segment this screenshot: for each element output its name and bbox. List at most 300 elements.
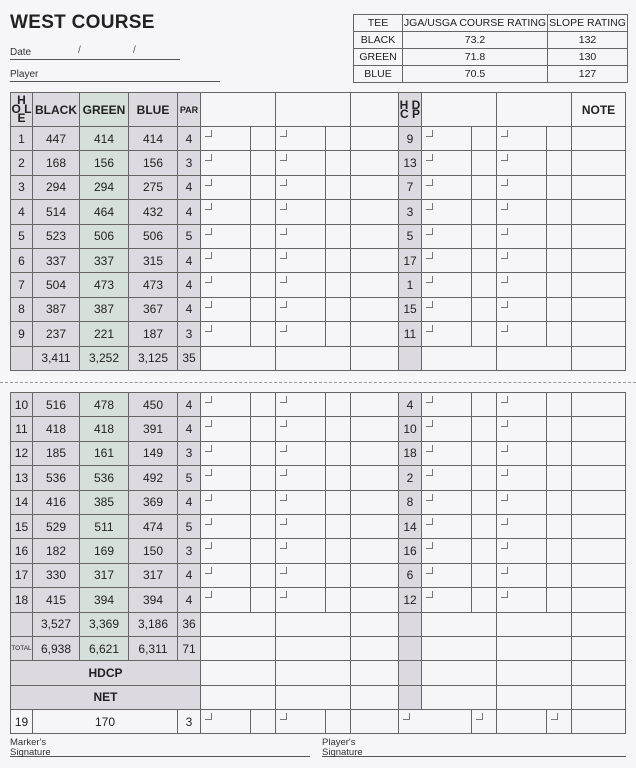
putt-cell[interactable] — [547, 200, 572, 224]
putt-cell[interactable] — [547, 490, 572, 514]
putt-cell[interactable] — [326, 588, 351, 612]
blue-yardage: 474 — [129, 514, 178, 538]
putt-cell[interactable] — [251, 297, 276, 321]
putt-cell[interactable] — [547, 297, 572, 321]
note-cell[interactable] — [572, 151, 626, 175]
putt-cell[interactable] — [326, 224, 351, 248]
note-cell[interactable] — [572, 710, 626, 734]
score-cell[interactable] — [351, 322, 399, 346]
course-rating: 71.8 — [403, 49, 548, 66]
note-cell[interactable] — [572, 685, 626, 709]
score-cell[interactable] — [351, 514, 399, 538]
score-cell[interactable] — [422, 490, 472, 514]
putt-cell[interactable] — [472, 417, 497, 441]
note-cell[interactable] — [572, 563, 626, 587]
back-total-black: 3,527 — [33, 612, 80, 636]
score-cell[interactable] — [497, 685, 572, 709]
score-cell[interactable] — [351, 297, 399, 321]
score-cell[interactable] — [497, 417, 547, 441]
putt-cell[interactable] — [326, 563, 351, 587]
note-cell[interactable] — [572, 248, 626, 272]
putt-cell[interactable] — [326, 466, 351, 490]
score-cell[interactable] — [422, 151, 472, 175]
score-cell[interactable] — [497, 273, 547, 297]
putt-cell[interactable] — [326, 297, 351, 321]
note-cell[interactable] — [572, 588, 626, 612]
score-cell[interactable] — [497, 151, 547, 175]
score-cell[interactable] — [351, 200, 399, 224]
putt-cell[interactable] — [326, 127, 351, 151]
hole-number: 7 — [11, 273, 33, 297]
putt-cell[interactable] — [472, 322, 497, 346]
hole-row — [11, 563, 626, 587]
blue-yardage: 275 — [129, 175, 178, 199]
putt-cell[interactable] — [251, 466, 276, 490]
score-cell[interactable] — [276, 539, 326, 563]
score-cell[interactable] — [276, 514, 326, 538]
score-cell[interactable] — [497, 346, 572, 370]
score-cell[interactable] — [422, 393, 472, 417]
score-cell[interactable] — [422, 514, 472, 538]
putt-cell[interactable] — [326, 710, 351, 734]
putt-cell[interactable] — [326, 273, 351, 297]
note-cell[interactable] — [572, 514, 626, 538]
score-cell[interactable] — [201, 514, 251, 538]
score-cell[interactable] — [351, 661, 399, 685]
score-cell[interactable] — [497, 466, 547, 490]
player-field[interactable] — [10, 81, 220, 82]
tee-name: GREEN — [354, 49, 403, 66]
score-cell[interactable] — [201, 322, 251, 346]
putt-cell[interactable] — [472, 248, 497, 272]
score-cell[interactable] — [201, 273, 251, 297]
putt-cell[interactable] — [472, 514, 497, 538]
score-cell[interactable] — [422, 441, 472, 465]
putt-cell[interactable] — [251, 224, 276, 248]
note-cell[interactable] — [572, 322, 626, 346]
score-cell[interactable] — [422, 297, 472, 321]
putt-cell[interactable] — [326, 175, 351, 199]
putt-cell[interactable] — [472, 127, 497, 151]
score-cell[interactable] — [276, 466, 326, 490]
putt-cell[interactable] — [547, 563, 572, 587]
putt-cell[interactable] — [472, 297, 497, 321]
blue-yardage: 315 — [129, 248, 178, 272]
par-header: PAR — [178, 93, 201, 127]
score-cell[interactable] — [497, 490, 547, 514]
score-cell[interactable] — [497, 441, 547, 465]
score-cell[interactable] — [351, 588, 399, 612]
note-cell[interactable] — [572, 224, 626, 248]
score-cell[interactable] — [351, 563, 399, 587]
putt-cell[interactable] — [547, 539, 572, 563]
score-cell[interactable] — [201, 685, 276, 709]
score-cell[interactable] — [422, 417, 472, 441]
score-cell[interactable] — [351, 466, 399, 490]
putt-cell[interactable] — [472, 393, 497, 417]
score-cell[interactable] — [351, 346, 399, 370]
score-cell[interactable] — [201, 200, 251, 224]
putt-cell[interactable] — [547, 441, 572, 465]
putt-cell[interactable] — [251, 490, 276, 514]
putt-cell[interactable] — [251, 175, 276, 199]
green-yardage: 414 — [80, 127, 129, 151]
score-cell[interactable] — [201, 661, 276, 685]
score-cell[interactable] — [351, 224, 399, 248]
putt-cell[interactable] — [251, 393, 276, 417]
putt-cell[interactable] — [251, 710, 276, 734]
putt-cell[interactable] — [547, 175, 572, 199]
hole-row — [11, 200, 626, 224]
score-cell[interactable] — [422, 563, 472, 587]
putt-cell[interactable] — [326, 490, 351, 514]
total-label: TOTAL — [11, 636, 33, 660]
putt-cell[interactable] — [326, 417, 351, 441]
score-cell[interactable] — [276, 661, 351, 685]
score-cell[interactable] — [201, 563, 251, 587]
black-yardage: 418 — [33, 417, 80, 441]
green-yardage: 156 — [80, 151, 129, 175]
score-cell[interactable] — [422, 588, 472, 612]
rating-header: SLOPE RATING — [548, 15, 628, 32]
score-cell[interactable] — [422, 539, 472, 563]
score-cell[interactable] — [201, 441, 251, 465]
score-cell[interactable] — [497, 612, 572, 636]
putt-cell[interactable] — [251, 417, 276, 441]
hole-number: 1 — [11, 127, 33, 151]
score-cell[interactable] — [276, 588, 326, 612]
front-total-row — [11, 346, 626, 370]
par-value: 5 — [178, 466, 201, 490]
putt-cell[interactable] — [326, 539, 351, 563]
score-cell[interactable] — [422, 248, 472, 272]
putt-cell[interactable] — [326, 514, 351, 538]
score-cell[interactable] — [422, 322, 472, 346]
putt-cell[interactable] — [326, 248, 351, 272]
black-yardage: 504 — [33, 273, 80, 297]
score-cell[interactable] — [276, 200, 326, 224]
putt-cell[interactable] — [326, 322, 351, 346]
putt-cell[interactable] — [251, 248, 276, 272]
hole-row — [11, 588, 626, 612]
score-cell[interactable] — [201, 297, 251, 321]
score-cell[interactable] — [497, 175, 547, 199]
putt-cell[interactable] — [472, 490, 497, 514]
putt-cell[interactable] — [251, 322, 276, 346]
score-cell[interactable] — [201, 539, 251, 563]
grand-total-row — [11, 636, 626, 660]
putt-cell[interactable] — [472, 563, 497, 587]
score-cell[interactable] — [472, 710, 497, 734]
score-cell[interactable] — [276, 417, 326, 441]
putt-cell[interactable] — [472, 224, 497, 248]
score-cell[interactable] — [497, 588, 547, 612]
green-yardage: 536 — [80, 466, 129, 490]
hole-row — [11, 417, 626, 441]
black-yardage: 514 — [33, 200, 80, 224]
score-cell[interactable] — [201, 588, 251, 612]
score-cell[interactable] — [201, 466, 251, 490]
score-cell[interactable] — [351, 636, 399, 660]
score-cell[interactable] — [201, 612, 276, 636]
note-cell[interactable] — [572, 661, 626, 685]
note-cell[interactable] — [572, 466, 626, 490]
score-cell[interactable] — [422, 685, 497, 709]
putt-cell[interactable] — [547, 248, 572, 272]
score-cell[interactable] — [351, 393, 399, 417]
note-cell[interactable] — [572, 175, 626, 199]
putt-cell[interactable] — [472, 539, 497, 563]
putt-cell[interactable] — [251, 151, 276, 175]
putt-cell[interactable] — [251, 441, 276, 465]
note-cell[interactable] — [572, 612, 626, 636]
green-yardage: 221 — [80, 322, 129, 346]
rating-row — [354, 66, 628, 83]
player-signature-label: Player's Signature — [322, 737, 363, 758]
putt-cell[interactable] — [497, 710, 547, 734]
putt-cell[interactable] — [251, 200, 276, 224]
black-yardage: 536 — [33, 466, 80, 490]
putt-cell[interactable] — [472, 273, 497, 297]
note-cell[interactable] — [572, 273, 626, 297]
back-total-par: 36 — [178, 612, 201, 636]
score-cell[interactable] — [547, 710, 572, 734]
note-cell[interactable] — [572, 441, 626, 465]
putt-cell[interactable] — [251, 588, 276, 612]
hdcp-value: 8 — [399, 490, 422, 514]
marker-signature-label: Marker's Signature — [10, 737, 51, 758]
hole-number: 10 — [11, 393, 33, 417]
putt-cell[interactable] — [547, 322, 572, 346]
course-rating: 73.2 — [403, 32, 548, 49]
putt-cell[interactable] — [251, 273, 276, 297]
green-yardage: 161 — [80, 441, 129, 465]
putt-cell[interactable] — [326, 393, 351, 417]
tee-name: BLACK — [354, 32, 403, 49]
par-value: 4 — [178, 417, 201, 441]
score-cell[interactable] — [422, 273, 472, 297]
hole-header: H O L E — [11, 93, 32, 125]
score-cell[interactable] — [201, 151, 251, 175]
front-total-green: 3,252 — [80, 346, 129, 370]
hole-number: 14 — [11, 490, 33, 514]
score-cell[interactable] — [276, 151, 326, 175]
date-separator: / — [133, 45, 136, 56]
score-cell[interactable] — [497, 563, 547, 587]
score-cell[interactable] — [276, 127, 326, 151]
score-cell[interactable] — [351, 248, 399, 272]
putt-cell[interactable] — [472, 200, 497, 224]
hole-row — [11, 514, 626, 538]
score-cell[interactable] — [422, 466, 472, 490]
note-cell[interactable] — [572, 417, 626, 441]
score-cell[interactable] — [351, 175, 399, 199]
score-cell[interactable] — [422, 636, 497, 660]
front-total-par: 35 — [178, 346, 201, 370]
putt-cell[interactable] — [251, 563, 276, 587]
extra-hole-par: 3 — [178, 710, 201, 734]
green-header: GREEN — [80, 93, 129, 127]
score-cell[interactable] — [201, 224, 251, 248]
note-cell[interactable] — [572, 127, 626, 151]
black-yardage: 182 — [33, 539, 80, 563]
note-cell[interactable] — [572, 636, 626, 660]
score-cell[interactable] — [351, 612, 399, 636]
date-field[interactable] — [10, 59, 180, 60]
putt-cell[interactable] — [326, 441, 351, 465]
putt-cell[interactable] — [251, 539, 276, 563]
putt-cell[interactable] — [472, 466, 497, 490]
putt-cell[interactable] — [547, 127, 572, 151]
front-nine-table — [10, 92, 626, 371]
blue-yardage: 187 — [129, 322, 178, 346]
score-cell[interactable] — [276, 563, 326, 587]
net-label: NET — [11, 685, 201, 709]
score-cell[interactable] — [276, 636, 351, 660]
score-cell[interactable] — [276, 710, 326, 734]
score-cell[interactable] — [201, 175, 251, 199]
score-cell[interactable] — [276, 224, 326, 248]
score-cell[interactable] — [351, 490, 399, 514]
black-yardage: 337 — [33, 248, 80, 272]
score-cell[interactable] — [497, 661, 572, 685]
black-yardage: 416 — [33, 490, 80, 514]
score-cell[interactable] — [201, 490, 251, 514]
score-cell[interactable] — [497, 200, 547, 224]
blue-yardage: 367 — [129, 297, 178, 321]
putt-cell[interactable] — [472, 151, 497, 175]
putt-cell[interactable] — [547, 514, 572, 538]
extra-hole-number: 19 — [11, 710, 33, 734]
putt-cell[interactable] — [326, 200, 351, 224]
putt-cell[interactable] — [547, 224, 572, 248]
blue-yardage: 414 — [129, 127, 178, 151]
putt-cell[interactable] — [251, 514, 276, 538]
score-cell[interactable] — [276, 612, 351, 636]
putt-cell[interactable] — [547, 393, 572, 417]
score-cell[interactable] — [351, 273, 399, 297]
putt-cell[interactable] — [547, 588, 572, 612]
score-cell[interactable] — [276, 248, 326, 272]
note-header: NOTE — [572, 93, 626, 127]
score-cell[interactable] — [351, 685, 399, 709]
score-cell[interactable] — [351, 417, 399, 441]
hdcp-row — [11, 661, 626, 685]
rating-header: TEE — [354, 15, 403, 32]
score-cell[interactable] — [422, 346, 497, 370]
green-yardage: 464 — [80, 200, 129, 224]
putt-cell[interactable] — [472, 175, 497, 199]
score-cell[interactable] — [201, 248, 251, 272]
note-cell[interactable] — [572, 490, 626, 514]
putt-cell[interactable] — [472, 441, 497, 465]
score-cell[interactable] — [422, 661, 497, 685]
note-cell[interactable] — [572, 346, 626, 370]
score-cell[interactable] — [276, 441, 326, 465]
hdcp-value: 10 — [399, 417, 422, 441]
green-yardage: 506 — [80, 224, 129, 248]
score-cell[interactable] — [351, 441, 399, 465]
score-cell[interactable] — [422, 175, 472, 199]
score-cell[interactable] — [497, 127, 547, 151]
score-cell[interactable] — [276, 346, 351, 370]
putt-cell[interactable] — [251, 127, 276, 151]
score-cell[interactable] — [497, 224, 547, 248]
score-cell[interactable] — [201, 710, 251, 734]
hole-row — [11, 466, 626, 490]
note-cell[interactable] — [572, 393, 626, 417]
score-cell[interactable] — [351, 127, 399, 151]
par-value: 4 — [178, 248, 201, 272]
score-cell[interactable] — [422, 612, 497, 636]
par-value: 3 — [178, 151, 201, 175]
score-cell[interactable] — [351, 539, 399, 563]
score-cell[interactable] — [422, 224, 472, 248]
score-cell[interactable] — [422, 127, 472, 151]
blue-yardage: 150 — [129, 539, 178, 563]
hdcp-value: 3 — [399, 200, 422, 224]
hole-row — [11, 322, 626, 346]
score-cell[interactable] — [351, 151, 399, 175]
score-cell[interactable] — [497, 322, 547, 346]
hdcp-value: 16 — [399, 539, 422, 563]
note-cell[interactable] — [572, 297, 626, 321]
hole-row — [11, 273, 626, 297]
score-cell[interactable] — [201, 636, 276, 660]
note-cell[interactable] — [572, 200, 626, 224]
score-cell[interactable] — [276, 490, 326, 514]
putt-cell[interactable] — [472, 588, 497, 612]
score-cell[interactable] — [497, 514, 547, 538]
score-cell[interactable] — [201, 417, 251, 441]
green-yardage: 169 — [80, 539, 129, 563]
green-yardage: 385 — [80, 490, 129, 514]
hole-row — [11, 175, 626, 199]
hdcp-value: 11 — [399, 322, 422, 346]
score-cell[interactable] — [497, 297, 547, 321]
player-label: Player — [10, 69, 39, 80]
score-cell[interactable] — [276, 297, 326, 321]
score-cell[interactable] — [276, 393, 326, 417]
hole-number: 8 — [11, 297, 33, 321]
putt-cell[interactable] — [326, 151, 351, 175]
score-cell[interactable] — [201, 346, 276, 370]
score-cell[interactable] — [276, 685, 351, 709]
score-cell[interactable] — [276, 175, 326, 199]
putt-cell[interactable] — [547, 417, 572, 441]
tee-name: BLUE — [354, 66, 403, 83]
hdcp-value: 4 — [399, 393, 422, 417]
putt-cell[interactable] — [547, 273, 572, 297]
score-cell[interactable] — [201, 393, 251, 417]
hdcp-value: 13 — [399, 151, 422, 175]
score-cell[interactable] — [497, 539, 547, 563]
score-cell[interactable] — [497, 393, 547, 417]
score-cell[interactable] — [201, 127, 251, 151]
putt-cell[interactable] — [547, 151, 572, 175]
score-cell[interactable] — [497, 636, 572, 660]
score-cell[interactable] — [351, 710, 399, 734]
score-cell[interactable] — [276, 273, 326, 297]
score-cell[interactable] — [422, 200, 472, 224]
note-cell[interactable] — [572, 539, 626, 563]
score-cell[interactable] — [497, 248, 547, 272]
score-cell[interactable] — [399, 710, 472, 734]
score-cell[interactable] — [276, 322, 326, 346]
putt-cell[interactable] — [547, 466, 572, 490]
hdcp-value: 14 — [399, 514, 422, 538]
slope-rating: 130 — [548, 49, 628, 66]
